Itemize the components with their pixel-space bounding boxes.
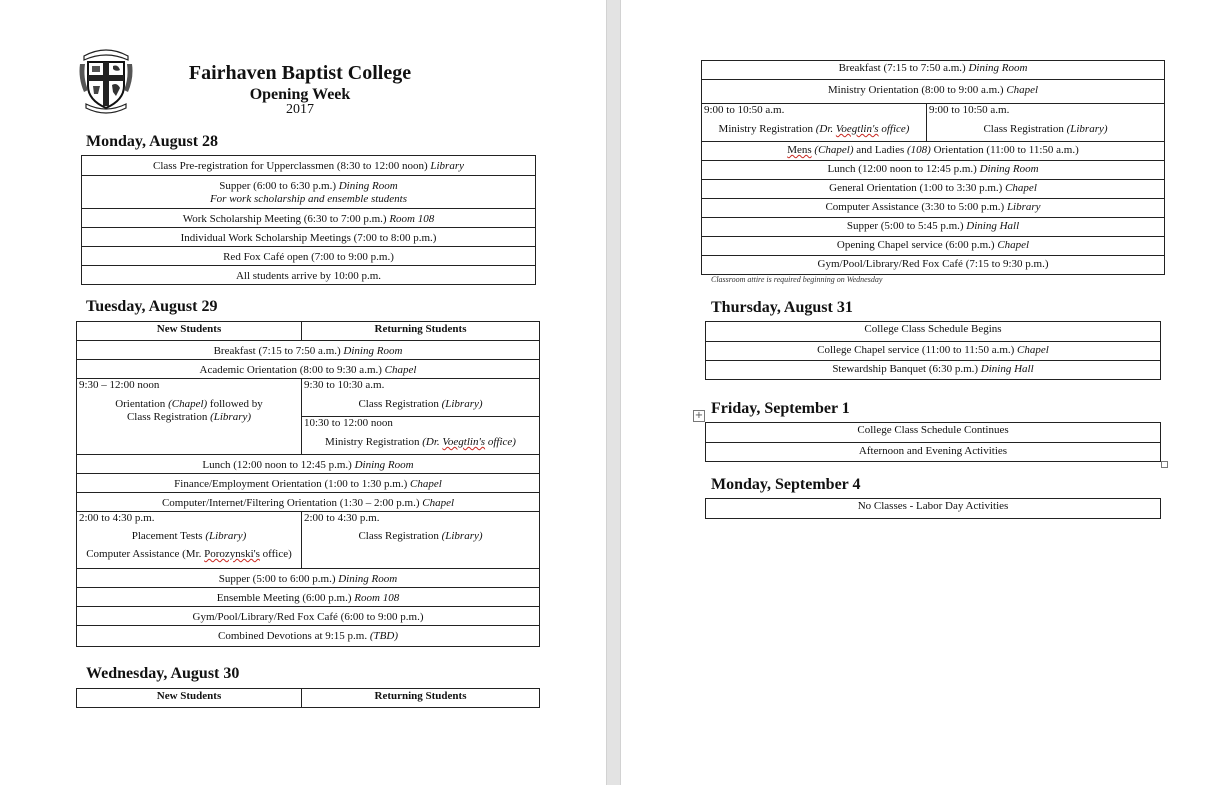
event-place: Library (430, 160, 464, 172)
table-row (77, 626, 540, 647)
table-row (77, 569, 540, 588)
event-place: Dining Room (354, 459, 414, 471)
column-header-returning: Returning Students (302, 689, 540, 708)
event-text: Afternoon and Evening Activities (858, 445, 1008, 457)
thursday-schedule-table (705, 321, 1161, 380)
event-place: (Library) (1066, 123, 1108, 135)
event-text: Academic Orientation (8:00 to 9:30 a.m.) (199, 364, 382, 376)
table-row (702, 61, 1165, 80)
table-row (77, 512, 540, 569)
table-row (77, 341, 540, 360)
event-text: All students arrive by 10:00 p.m. (235, 270, 382, 282)
event-place: (Library) (205, 530, 247, 542)
event-place: Chapel (1005, 182, 1037, 194)
table-row (77, 322, 540, 341)
table-row (702, 161, 1165, 180)
returning-morning-cell-1 (302, 379, 540, 417)
event-text: followed by (209, 398, 263, 410)
friday-schedule-table (705, 422, 1161, 462)
wednesday-schedule-table (701, 60, 1165, 275)
event-text: Red Fox Café open (7:00 to 9:00 p.m.) (223, 251, 394, 263)
event-place: (Library) (441, 398, 483, 410)
column-header-new: New Students (77, 322, 302, 341)
event-place: Dining Room (968, 62, 1028, 74)
event-text: Computer Assistance (Mr. Porozynski's office) (86, 548, 292, 560)
event-text: Finance/Employment Orientation (1:00 to 1:30 p.m.) (174, 478, 408, 490)
table-row (82, 228, 536, 247)
event-text: Supper (6:00 to 6:30 p.m.) (219, 180, 336, 192)
event-text: Gym/Pool/Library/Red Fox Café (6:00 to 9:00 p.m.) (192, 611, 424, 623)
monday-schedule-table (81, 155, 536, 285)
event-place: (TBD) (369, 630, 398, 642)
time-label: 10:30 to 12:00 noon (304, 417, 393, 429)
event-text: Placement Tests (131, 530, 203, 542)
table-row (82, 156, 536, 176)
table-row (706, 499, 1161, 519)
event-text: Class Registration (358, 398, 439, 410)
event-note: For work scholarship and ensemble students (209, 193, 408, 205)
table-row (706, 423, 1161, 443)
event-text: and Ladies (856, 144, 905, 156)
event-place: Dining Room (338, 573, 398, 585)
event-text: Class Registration (358, 530, 439, 542)
table-row (77, 379, 540, 417)
event-place: Chapel (997, 239, 1030, 251)
event-text: Individual Work Scholarship Meetings (7:00 to 8:00 p.m.) (180, 232, 437, 244)
event-text: College Chapel service (11:00 to 11:50 a.m.) (817, 344, 1015, 356)
table-row (702, 180, 1165, 199)
event-title: Opening Week (249, 86, 351, 103)
event-text: College Class Schedule Begins (864, 323, 1002, 335)
time-label: 2:00 to 4:30 p.m. (304, 512, 380, 524)
table-row (77, 455, 540, 474)
event-text: Computer/Internet/Filtering Orientation (1:30 – 2:00 p.m.) (161, 497, 420, 509)
page-gutter (606, 0, 621, 785)
tuesday-schedule-table (76, 321, 540, 647)
attire-note: Classroom attire is required beginning on Wednesday (711, 275, 883, 284)
table-move-handle-icon[interactable]: + (694, 410, 704, 421)
event-text: Opening Chapel service (6:00 p.m.) (836, 239, 995, 251)
table-row (82, 176, 536, 209)
event-place: Dining Hall (980, 363, 1034, 375)
event-place: Chapel (422, 497, 455, 509)
event-text: Work Scholarship Meeting (6:30 to 7:00 p.m.) (182, 213, 387, 225)
day-heading-tuesday: Tuesday, August 29 (86, 298, 218, 315)
new-morning-cell (702, 104, 927, 142)
college-crest-icon (78, 42, 134, 114)
table-row (706, 322, 1161, 342)
event-text: Breakfast (7:15 to 7:50 a.m.) (838, 62, 966, 74)
event-place: Chapel (410, 478, 442, 490)
returning-afternoon-cell (302, 512, 540, 569)
table-row (702, 218, 1165, 237)
table-row (702, 80, 1165, 104)
day-heading-wednesday: Wednesday, August 30 (86, 665, 240, 682)
day-heading-friday: Friday, September 1 (711, 400, 850, 417)
event-place: (108) (906, 144, 931, 156)
event-place: Chapel (384, 364, 417, 376)
event-place: (Chapel) (814, 144, 854, 156)
event-text: College Class Schedule Continues (857, 424, 1009, 436)
time-label: 9:00 to 10:50 a.m. (929, 104, 1010, 116)
column-header-returning: Returning Students (302, 322, 540, 341)
table-row (702, 199, 1165, 218)
event-text: Computer Assistance (3:30 to 5:00 p.m.) (825, 201, 1005, 213)
event-text: Stewardship Banquet (6:30 p.m.) (832, 363, 979, 375)
event-text: Breakfast (7:15 to 7:50 a.m.) (213, 345, 341, 357)
event-place: Chapel (1006, 84, 1039, 96)
time-label: 9:30 – 12:00 noon (79, 379, 160, 391)
event-text: Gym/Pool/Library/Red Fox Café (7:15 to 9:30 p.m.) (817, 258, 1049, 270)
table-row (77, 474, 540, 493)
event-text: Orientation (115, 398, 166, 410)
monday-sept-schedule-table (705, 498, 1161, 519)
event-place: (Dr. Voegtlin's office) (815, 123, 910, 135)
table-row (77, 588, 540, 607)
time-label: 2:00 to 4:30 p.m. (79, 512, 155, 524)
table-row (82, 209, 536, 228)
event-place: Dining Room (338, 180, 398, 192)
table-row (82, 247, 536, 266)
event-text: No Classes - Labor Day Activities (857, 500, 1009, 512)
table-row (706, 342, 1161, 361)
table-row (702, 237, 1165, 256)
returning-morning-cell-2 (302, 417, 540, 455)
table-row (706, 443, 1161, 462)
event-text: Ensemble Meeting (6:00 p.m.) (216, 592, 352, 604)
year-label: 2017 (286, 102, 314, 117)
event-place: Library (1006, 201, 1041, 213)
event-place: (Library) (210, 411, 252, 423)
table-row (77, 689, 540, 708)
event-text: Lunch (12:00 noon to 12:45 p.m.) (827, 163, 977, 175)
new-afternoon-cell (77, 512, 302, 569)
event-text: Supper (5:00 to 6:00 p.m.) (218, 573, 336, 585)
event-text: Class Registration (126, 411, 208, 423)
event-text: General Orientation (1:00 to 3:30 p.m.) (829, 182, 1003, 194)
table-row (702, 256, 1165, 275)
event-place: Room 108 (389, 213, 435, 225)
new-morning-cell (77, 379, 302, 455)
wednesday-header-table (76, 688, 540, 708)
event-text: Ministry Registration (325, 436, 420, 448)
table-row (706, 361, 1161, 380)
event-place: (Library) (441, 530, 483, 542)
day-heading-monday-sept: Monday, September 4 (711, 476, 861, 493)
returning-morning-cell (927, 104, 1165, 142)
table-resize-handle[interactable] (1161, 461, 1168, 468)
table-row (77, 607, 540, 626)
column-header-new: New Students (77, 689, 302, 708)
event-place: Dining Hall (966, 220, 1020, 232)
event-text: Class Registration (983, 123, 1064, 135)
table-row (702, 142, 1165, 161)
event-text: Mens (787, 144, 812, 156)
time-label: 9:00 to 10:50 a.m. (704, 104, 785, 116)
table-row (77, 360, 540, 379)
event-text: Ministry Orientation (8:00 to 9:00 a.m.) (827, 84, 1004, 96)
event-place: Room 108 (354, 592, 400, 604)
day-heading-monday: Monday, August 28 (86, 133, 219, 150)
table-row (77, 493, 540, 512)
day-heading-thursday: Thursday, August 31 (711, 299, 853, 316)
event-text: Supper (5:00 to 5:45 p.m.) (846, 220, 964, 232)
event-text: Class Pre-registration for Upperclassmen (8:30 to 12:00 noon) (152, 160, 428, 172)
event-place: (Chapel) (168, 398, 208, 410)
table-row (702, 104, 1165, 142)
college-title: Fairhaven Baptist College (188, 62, 412, 84)
event-place: Dining Room (343, 345, 403, 357)
event-text: Lunch (12:00 noon to 12:45 p.m.) (202, 459, 352, 471)
event-text: Combined Devotions at 9:15 p.m. (218, 630, 368, 642)
event-place: Dining Room (979, 163, 1039, 175)
event-place: Chapel (1017, 344, 1049, 356)
event-place: (Dr. Voegtlin's office) (422, 436, 516, 448)
event-text: Orientation (11:00 to 11:50 a.m.) (933, 144, 1079, 156)
event-text: Ministry Registration (718, 123, 813, 135)
table-row (82, 266, 536, 285)
time-label: 9:30 to 10:30 a.m. (304, 379, 385, 391)
